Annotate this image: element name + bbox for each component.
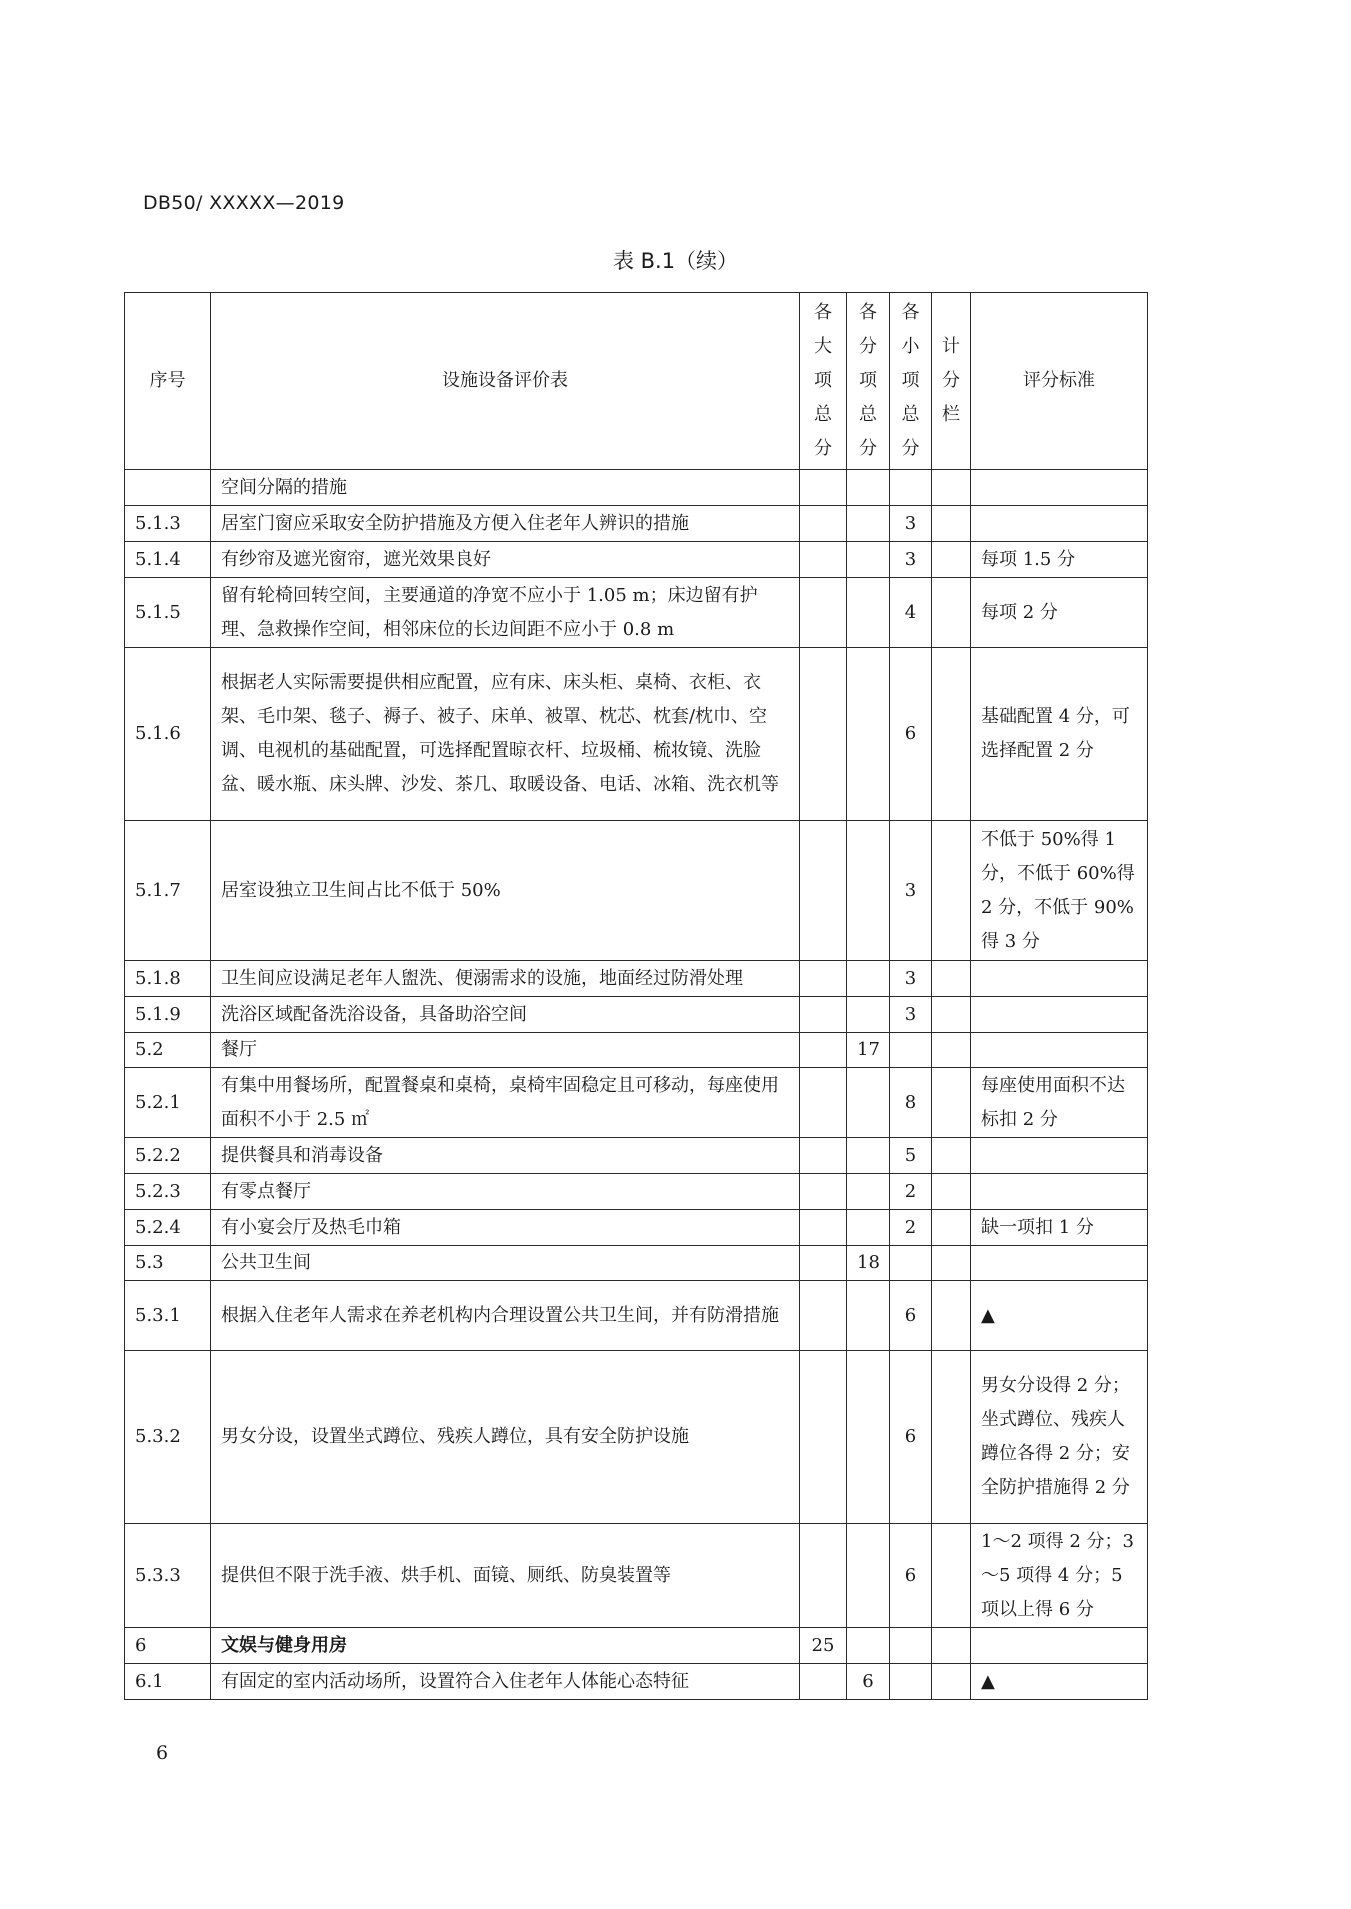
row-major-total [800, 506, 847, 542]
row-standard: 1～2 项得 2 分；3～5 项得 4 分；5 项以上得 6 分 [971, 1524, 1148, 1628]
row-item: 公共卫生间 [211, 1246, 800, 1281]
table-row [125, 1033, 1148, 1068]
row-seq: 5.3.2 [125, 1351, 211, 1524]
row-major-total [800, 1664, 847, 1700]
row-minor-total: 6 [890, 1524, 932, 1628]
row-score [932, 470, 971, 506]
row-major-total [800, 470, 847, 506]
row-standard [971, 1628, 1148, 1664]
row-sub-total [847, 961, 890, 997]
table-row [125, 578, 1148, 648]
row-item: 有零点餐厅 [211, 1174, 800, 1210]
row-score [932, 821, 971, 961]
row-item: 根据入住老年人需求在养老机构内合理设置公共卫生间，并有防滑措施 [211, 1281, 800, 1351]
row-minor-total: 4 [890, 578, 932, 648]
row-standard [971, 1033, 1148, 1068]
row-item: 居室设独立卫生间占比不低于 50% [211, 821, 800, 961]
row-score [932, 1138, 971, 1174]
row-seq: 5.1.7 [125, 821, 211, 961]
row-major-total [800, 1351, 847, 1524]
row-sub-total [847, 542, 890, 578]
row-score [932, 648, 971, 821]
row-minor-total: 3 [890, 961, 932, 997]
row-seq: 5.1.6 [125, 648, 211, 821]
row-major-total [800, 1068, 847, 1138]
row-major-total [800, 1246, 847, 1281]
row-major-total [800, 1033, 847, 1068]
row-standard: 男女分设得 2 分；坐式蹲位、残疾人蹲位各得 2 分；安全防护措施得 2 分 [971, 1351, 1148, 1524]
row-minor-total: 3 [890, 542, 932, 578]
row-major-total [800, 821, 847, 961]
row-seq [125, 470, 211, 506]
row-seq: 5.3.1 [125, 1281, 211, 1351]
row-standard: 每座使用面积不达标扣 2 分 [971, 1068, 1148, 1138]
row-standard: ▲ [971, 1281, 1148, 1351]
header-score-column: 计 分 栏 [932, 293, 971, 470]
row-seq: 6.1 [125, 1664, 211, 1700]
row-item: 根据老人实际需要提供相应配置，应有床、床头柜、桌椅、衣柜、衣架、毛巾架、毯子、褥子、被子、床单、被罩、枕芯、枕套/枕巾、空调、电视机的基础配置，可选择配置晾衣杆、垃圾桶、梳妆镜、洗脸盆、暖水瓶、床头牌、沙发、茶几、取暖设备、电话、冰箱、洗衣机等 [211, 648, 800, 821]
row-standard [971, 1174, 1148, 1210]
row-score [932, 542, 971, 578]
row-standard: ▲ [971, 1664, 1148, 1700]
row-seq: 5.1.3 [125, 506, 211, 542]
row-standard [971, 1246, 1148, 1281]
row-score [932, 997, 971, 1033]
row-seq: 5.3.3 [125, 1524, 211, 1628]
row-item: 卫生间应设满足老年人盥洗、便溺需求的设施，地面经过防滑处理 [211, 961, 800, 997]
row-major-total [800, 648, 847, 821]
row-minor-total [890, 1628, 932, 1664]
row-minor-total [890, 1246, 932, 1281]
row-item: 洗浴区域配备洗浴设备，具备助浴空间 [211, 997, 800, 1033]
row-sub-total [847, 1628, 890, 1664]
page-number: 6 [156, 1742, 169, 1764]
row-item: 居室门窗应采取安全防护措施及方便入住老年人辨识的措施 [211, 506, 800, 542]
row-score [932, 1068, 971, 1138]
evaluation-table [124, 292, 1148, 1700]
row-major-total [800, 1210, 847, 1246]
row-minor-total: 5 [890, 1138, 932, 1174]
row-minor-total: 3 [890, 506, 932, 542]
row-standard: 基础配置 4 分，可选择配置 2 分 [971, 648, 1148, 821]
row-sub-total [847, 648, 890, 821]
row-seq: 5.2.2 [125, 1138, 211, 1174]
row-minor-total: 6 [890, 1281, 932, 1351]
row-score [932, 506, 971, 542]
row-seq: 5.1.4 [125, 542, 211, 578]
header-major-total: 各 大 项 总 分 [800, 293, 847, 470]
row-standard [971, 506, 1148, 542]
row-sub-total [847, 470, 890, 506]
table-row [125, 1524, 1148, 1628]
row-sub-total: 6 [847, 1664, 890, 1700]
row-standard: 每项 2 分 [971, 578, 1148, 648]
table-row [125, 506, 1148, 542]
table-row [125, 542, 1148, 578]
table-header-row [125, 293, 1148, 470]
row-major-total [800, 1524, 847, 1628]
row-minor-total: 2 [890, 1174, 932, 1210]
row-sub-total [847, 1524, 890, 1628]
row-major-total [800, 1138, 847, 1174]
row-item: 有小宴会厅及热毛巾箱 [211, 1210, 800, 1246]
row-score [932, 1524, 971, 1628]
row-sub-total: 18 [847, 1246, 890, 1281]
row-standard [971, 997, 1148, 1033]
row-minor-total: 3 [890, 821, 932, 961]
row-major-total [800, 997, 847, 1033]
header-sub-total: 各 分 项 总 分 [847, 293, 890, 470]
row-score [932, 1351, 971, 1524]
row-sub-total [847, 1174, 890, 1210]
row-item: 有集中用餐场所，配置餐桌和桌椅，桌椅牢固稳定且可移动，每座使用面积不小于 2.5 ㎡ [211, 1068, 800, 1138]
row-sub-total [847, 1210, 890, 1246]
row-minor-total: 8 [890, 1068, 932, 1138]
table-row [125, 1351, 1148, 1524]
row-seq: 5.2.4 [125, 1210, 211, 1246]
row-sub-total [847, 1068, 890, 1138]
document-code: DB50/ XXXXX—2019 [143, 192, 345, 214]
row-minor-total [890, 1033, 932, 1068]
row-seq: 5.3 [125, 1246, 211, 1281]
row-standard: 缺一项扣 1 分 [971, 1210, 1148, 1246]
row-score [932, 1628, 971, 1664]
row-seq: 5.1.5 [125, 578, 211, 648]
row-sub-total [847, 506, 890, 542]
row-score [932, 1174, 971, 1210]
table-row [125, 1210, 1148, 1246]
row-minor-total: 6 [890, 648, 932, 821]
row-score [932, 1033, 971, 1068]
row-item: 提供餐具和消毒设备 [211, 1138, 800, 1174]
row-minor-total: 6 [890, 1351, 932, 1524]
row-item: 有纱帘及遮光窗帘，遮光效果良好 [211, 542, 800, 578]
row-standard: 不低于 50%得 1 分，不低于 60%得 2 分，不低于 90%得 3 分 [971, 821, 1148, 961]
table-row [125, 1628, 1148, 1664]
row-seq: 5.1.9 [125, 997, 211, 1033]
row-score [932, 1281, 971, 1351]
row-minor-total [890, 1664, 932, 1700]
row-minor-total [890, 470, 932, 506]
row-standard [971, 470, 1148, 506]
row-standard: 每项 1.5 分 [971, 542, 1148, 578]
table-row [125, 821, 1148, 961]
row-score [932, 1664, 971, 1700]
table-row [125, 1281, 1148, 1351]
row-minor-total: 2 [890, 1210, 932, 1246]
header-item: 设施设备评价表 [211, 293, 800, 470]
row-score [932, 961, 971, 997]
row-item: 空间分隔的措施 [211, 470, 800, 506]
row-sub-total [847, 578, 890, 648]
row-item: 男女分设，设置坐式蹲位、残疾人蹲位，具有安全防护设施 [211, 1351, 800, 1524]
table-row [125, 997, 1148, 1033]
row-standard [971, 961, 1148, 997]
table-row [125, 1138, 1148, 1174]
table-row [125, 1174, 1148, 1210]
row-sub-total [847, 997, 890, 1033]
row-item: 文娱与健身用房 [211, 1628, 800, 1664]
row-seq: 5.1.8 [125, 961, 211, 997]
table-row [125, 1664, 1148, 1700]
row-seq: 6 [125, 1628, 211, 1664]
header-minor-total: 各 小 项 总 分 [890, 293, 932, 470]
row-sub-total [847, 821, 890, 961]
row-major-total [800, 542, 847, 578]
row-major-total [800, 578, 847, 648]
row-major-total [800, 961, 847, 997]
row-item: 留有轮椅回转空间，主要通道的净宽不应小于 1.05 m；床边留有护理、急救操作空间，相邻床位的长边间距不应小于 0.8 m [211, 578, 800, 648]
row-item: 有固定的室内活动场所，设置符合入住老年人体能心态特征 [211, 1664, 800, 1700]
row-major-total [800, 1174, 847, 1210]
header-standard: 评分标准 [971, 293, 1148, 470]
table-row [125, 470, 1148, 506]
row-minor-total: 3 [890, 997, 932, 1033]
header-seq: 序号 [125, 293, 211, 470]
row-sub-total [847, 1281, 890, 1351]
row-major-total: 25 [800, 1628, 847, 1664]
row-score [932, 1210, 971, 1246]
table-row [125, 1246, 1148, 1281]
row-item: 提供但不限于洗手液、烘手机、面镜、厕纸、防臭装置等 [211, 1524, 800, 1628]
row-major-total [800, 1281, 847, 1351]
row-score [932, 578, 971, 648]
row-item: 餐厅 [211, 1033, 800, 1068]
row-seq: 5.2.3 [125, 1174, 211, 1210]
row-seq: 5.2 [125, 1033, 211, 1068]
row-sub-total [847, 1138, 890, 1174]
row-sub-total: 17 [847, 1033, 890, 1068]
table-row [125, 1068, 1148, 1138]
table-row [125, 961, 1148, 997]
row-score [932, 1246, 971, 1281]
row-standard [971, 1138, 1148, 1174]
table-title: 表 B.1（续） [612, 249, 739, 273]
table-row [125, 648, 1148, 821]
row-sub-total [847, 1351, 890, 1524]
row-seq: 5.2.1 [125, 1068, 211, 1138]
